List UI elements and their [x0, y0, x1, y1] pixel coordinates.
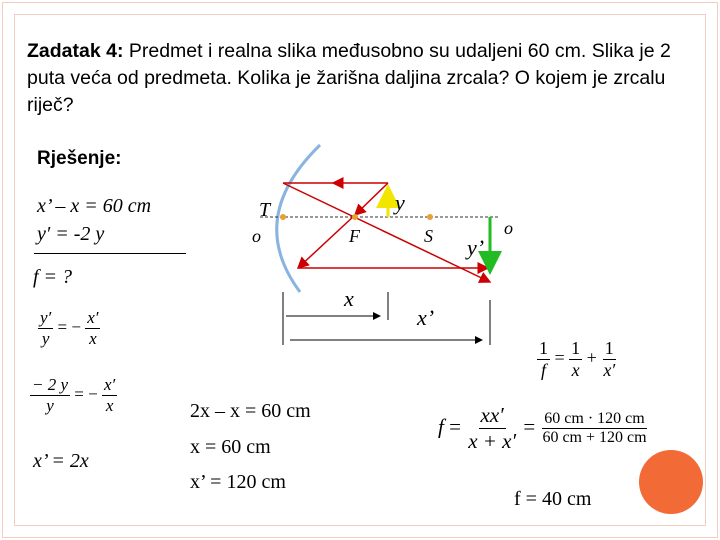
label-x-prime: x’ — [417, 305, 435, 330]
f-sub-num: 60 cm · 120 cm — [544, 410, 645, 427]
step-line-3: x’ = 120 cm — [190, 471, 286, 493]
eq2-rhs-num: x′ — [103, 375, 116, 394]
f-symbol: f — [438, 414, 444, 439]
ray-to-mirror — [298, 215, 355, 268]
label-o-right: o — [504, 218, 513, 238]
f-sub-den: 60 cm + 120 cm — [542, 429, 647, 446]
mirror-eq-t2-den: x′ — [603, 360, 616, 380]
mirror-eq-equals: = — [554, 347, 565, 368]
mirror-eq-plus: + — [586, 347, 597, 368]
task-text: Predmet i realna slika međusobno su udaljeni 60 cm. Slika je 2 puta veća od predmeta. Kolika je žarišna daljina zrcala? O kojem je zrcalu riječ? — [27, 40, 671, 116]
result-x-prime: x’ = 2x — [33, 450, 89, 472]
f-frac-den: x + x′ — [468, 429, 517, 453]
eq2-lhs-den: y — [46, 396, 54, 415]
vertex-point — [280, 214, 286, 220]
f-frac-num: xx′ — [480, 403, 504, 427]
eq1-lhs-num: y′ — [40, 308, 52, 327]
ray-through-focus — [355, 183, 388, 215]
eq1-rhs-den: x — [89, 329, 97, 348]
solution-title: Rješenje: — [37, 148, 122, 169]
eq2-rhs-den: x — [105, 396, 114, 415]
eq2-lhs-num: − 2 y — [32, 375, 69, 394]
task-label: Zadatak 4: — [27, 40, 124, 62]
f-equals-2: = — [523, 414, 536, 439]
mirror-eq-lhs-den: f — [540, 360, 546, 380]
mirror-eq-t2-num: 1 — [604, 338, 614, 358]
label-o-left: o — [252, 226, 261, 246]
focus-point — [352, 214, 358, 220]
eq1-equals: = − — [57, 317, 81, 337]
label-y: y — [395, 190, 405, 215]
center-point — [427, 214, 433, 220]
given-line-1: x’ – x = 60 cm — [37, 195, 152, 217]
mirror-eq-t1-num: 1 — [571, 338, 581, 358]
label-y-prime: y’ — [467, 235, 485, 260]
focal-length-formula — [438, 403, 649, 454]
eq2-equals: = − — [74, 384, 98, 404]
eq1-rhs-num: x′ — [87, 308, 99, 327]
mirror-eq-t1-den: x — [571, 360, 580, 380]
final-answer: f = 40 cm — [514, 488, 592, 510]
step-line-2: x = 60 cm — [190, 436, 271, 458]
given-line-2: y′ = -2 y — [37, 223, 105, 245]
label-F: F — [349, 226, 360, 246]
label-S: S — [424, 226, 433, 246]
mirror-eq-lhs-num: 1 — [539, 338, 548, 358]
step-line-1: 2x – x = 60 cm — [190, 400, 311, 422]
label-T: T — [259, 199, 271, 221]
unknown-f: f = ? — [33, 266, 73, 288]
f-equals: = — [449, 414, 461, 439]
mirror-equation — [537, 338, 617, 381]
label-x: x — [344, 286, 354, 311]
eq1-lhs-den: y — [41, 329, 50, 348]
